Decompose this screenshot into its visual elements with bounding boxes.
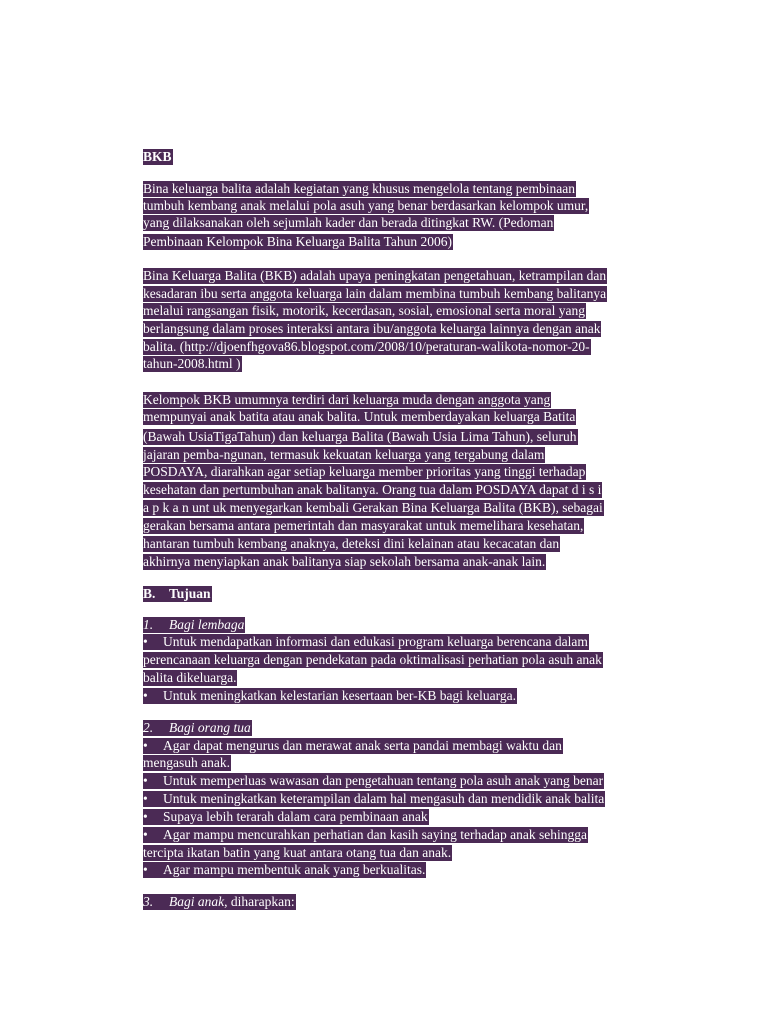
text-line: hantaran tumbuh kembang anaknya, deteksi dini kelainan atau kecacatan dan bbox=[143, 536, 560, 551]
subheading-number: 2. bbox=[143, 720, 154, 735]
list-item bbox=[143, 808, 429, 825]
text-line: berlangsung dalam proses interaksi antara ibu/anggota keluarga lainnya dengan anak bbox=[143, 321, 601, 336]
subheading-title: Bagi lembaga bbox=[169, 617, 245, 632]
section-number: B. bbox=[143, 586, 156, 601]
bullet: • bbox=[143, 738, 148, 753]
heading-bkb: BKB bbox=[143, 149, 172, 164]
list-item bbox=[143, 633, 589, 650]
text-line: balita. (http://djoenfhgova86.blogspot.com/2008/10/peraturan-walikota-nomor-20- bbox=[143, 339, 590, 354]
text-line: (Bawah UsiaTigaTahun) dan keluarga Balita (Bawah Usia Lima Tahun), seluruh bbox=[143, 429, 577, 444]
section-heading-tujuan bbox=[143, 585, 212, 602]
text-line: mempunyai anak batita atau anak balita. Untuk memberdayakan keluarga Batita bbox=[143, 409, 576, 424]
bullet: • bbox=[143, 791, 148, 806]
bullet: • bbox=[143, 634, 148, 649]
list-item bbox=[143, 790, 605, 807]
bullet: • bbox=[143, 809, 148, 824]
subheading-title: Bagi orang tua bbox=[169, 720, 251, 735]
list-item bbox=[143, 737, 563, 754]
text-line: Kelompok BKB umumnya terdiri dari keluarga muda dengan anggota yang bbox=[143, 392, 551, 407]
list-item-continuation: mengasuh anak. bbox=[143, 755, 230, 770]
subheading-bagi-anak bbox=[143, 893, 296, 910]
list-item-text: Agar dapat mengurus dan merawat anak serta pandai membagi waktu dan bbox=[163, 738, 562, 753]
section-title: Tujuan bbox=[169, 586, 211, 601]
list-item bbox=[143, 826, 588, 843]
text-line: Bina keluarga balita adalah kegiatan yang khusus mengelola tentang pembinaan bbox=[143, 181, 575, 196]
list-item-continuation: tercipta ikatan batin yang kuat antara otang tua dan anak. bbox=[143, 845, 452, 860]
text-line: akhirnya menyiapkan anak balitanya siap sekolah bersama anak-anak lain. bbox=[143, 554, 546, 569]
text-line: tumbuh kembang anak melalui pola asuh yang benar berdasarkan kelompok umur, bbox=[143, 198, 589, 213]
list-item-text: Untuk memperluas wawasan dan pengetahuan tentang pola asuh anak yang benar bbox=[163, 773, 604, 788]
subheading-number: 3. bbox=[143, 894, 154, 909]
text-line: kesehatan dan pertumbuhan anak balitanya. Orang tua dalam POSDAYA dapat d i s i bbox=[143, 482, 602, 497]
list-item-text: Untuk meningkatkan kelestarian kesertaan ber-KB bagi keluarga. bbox=[163, 688, 516, 703]
bullet: • bbox=[143, 688, 148, 703]
list-item bbox=[143, 861, 426, 878]
list-item-continuation: balita dikeluarga. bbox=[143, 670, 237, 685]
list-item-text: Agar mampu mencurahkan perhatian dan kasih saying terhadap anak sehingga bbox=[163, 827, 587, 842]
subheading-bagi-orang-tua bbox=[143, 719, 252, 736]
bullet: • bbox=[143, 827, 148, 842]
subheading-suffix: , diharapkan: bbox=[224, 894, 295, 909]
list-item-text: Untuk meningkatkan keterampilan dalam hal mengasuh dan mendidik anak balita bbox=[163, 791, 605, 806]
text-line: yang dilaksanakan oleh sejumlah kader dan berada ditingkat RW. (Pedoman bbox=[143, 215, 554, 230]
text-line: kesadaran ibu serta anggota keluarga lain dalam membina tumbuh kembang balitanya bbox=[143, 286, 607, 301]
subheading-number: 1. bbox=[143, 617, 154, 632]
text-line: POSDAYA, diarahkan agar setiap keluarga member prioritas yang tinggi terhadap bbox=[143, 464, 586, 479]
text-line: Pembinaan Kelompok Bina Keluarga Balita Tahun 2006) bbox=[143, 234, 452, 249]
bullet: • bbox=[143, 773, 148, 788]
list-item bbox=[143, 687, 517, 704]
text-line: melalui rangsangan fisik, motorik, kecerdasan, sosial, emosional serta moral yang bbox=[143, 303, 585, 318]
bullet: • bbox=[143, 862, 148, 877]
subheading-title: Bagi anak bbox=[169, 894, 225, 909]
text-line: gerakan bersama antara pemerintah dan masyarakat untuk memelihara kesehatan, bbox=[143, 518, 584, 533]
text-line: Bina Keluarga Balita (BKB) adalah upaya peningkatan pengetahuan, ketrampilan dan bbox=[143, 268, 607, 283]
list-item-text: Supaya lebih terarah dalam cara pembinaan anak bbox=[163, 809, 428, 824]
list-item-text: Untuk mendapatkan informasi dan edukasi program keluarga berencana dalam bbox=[163, 634, 588, 649]
list-item-text: Agar mampu membentuk anak yang berkualitas. bbox=[163, 862, 426, 877]
list-item-continuation: perencanaan keluarga dengan pendekatan pada oktimalisasi perhatian pola asuh anak bbox=[143, 652, 602, 667]
subheading-bagi-lembaga bbox=[143, 616, 245, 633]
list-item bbox=[143, 772, 604, 789]
text-line: tahun-2008.html ) bbox=[143, 356, 241, 371]
text-line: jajaran pemba-ngunan, termasuk kekuatan keluarga yang tergabung dalam bbox=[143, 447, 545, 462]
text-line: a p k a n unt uk menyegarkan kembali Gerakan Bina Keluarga Balita (BKB), sebagai bbox=[143, 500, 603, 515]
